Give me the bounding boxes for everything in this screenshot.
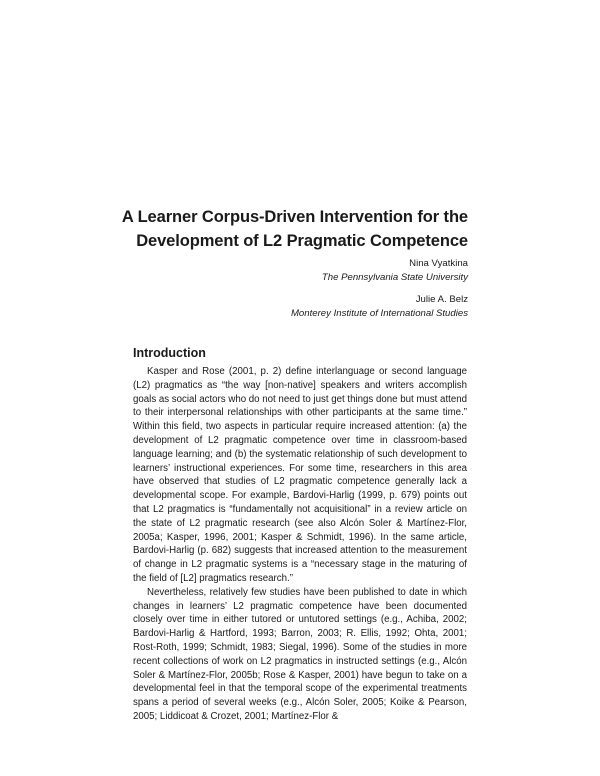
author-affiliation: Monterey Institute of International Studies <box>290 307 468 319</box>
author-name: Nina Vyatkina <box>409 258 468 269</box>
author-block-1 <box>108 257 468 284</box>
paragraph: Kasper and Rose (2001, p. 2) define interlanguage or second language (L2) pragmatics as “the way [non-native] speakers and writers accomplish goals as social actors who do not need to just get things done but must attend to their interpersonal relationships with other participants at the same time.” Within this field, two aspects in particular require increased attention: (a) the development of L2 pragmatic competence over time in classroom-based language learning; and (b) the systematic relationship of such development to learners’ instructional experiences. For some time, researchers in this area have observed that studies of L2 pragmatic competence generally lack a developmental scope. For example, Bardovi-Harlig (1999, p. 679) points out that L2 pragmatics is “fundamentally not acquisitional” in a review article on the state of L2 pragmatic research (see also Alcón Soler & Martínez-Flor, 2005a; Kasper, 1996, 2001; Kasper & Schmidt, 1996). In the same article, Bardovi-Harlig (p. 682) suggests that increased attention to the measurement of change in L2 pragmatic systems is a “necessary stage in the maturing of the field of [L2] pragmatics research.” <box>133 366 467 584</box>
author-affiliation: The Pennsylvania State University <box>321 271 468 283</box>
author-block-2 <box>108 293 468 320</box>
title-line-2: Development of L2 Pragmatic Competence <box>136 232 468 250</box>
author-list <box>108 257 468 329</box>
paragraph: Nevertheless, relatively few studies have been published to date in which changes in learners’ L2 pragmatic competence have been documented closely over time in either tutored or untutored settings (e.g., Achiba, 2002; Bardovi-Harlig & Hartford, 1993; Barron, 2003; R. Ellis, 1992; Ohta, 2001; Rost-Roth, 1999; Schmidt, 1983; Siegal, 1996). Some of the studies in more recent collections of work on L2 pragmatics in instructed settings (e.g., Alcón Soler & Martínez-Flor, 2005b; Rose & Kasper, 2001) have begun to take on a developmental feel in that the temporal scope of the experimental treatments spans a period of several weeks (e.g., Alcón Soler, 2005; Koike & Pearson, 2005; Liddicoat & Crozet, 2001; Martínez-Flor & <box>133 586 467 722</box>
body-text <box>133 365 467 724</box>
article-title <box>48 205 468 253</box>
title-line-1: A Learner Corpus-Driven Intervention for the <box>121 208 468 226</box>
author-name: Julie A. Belz <box>415 294 468 305</box>
section-heading: Introduction <box>133 346 206 360</box>
